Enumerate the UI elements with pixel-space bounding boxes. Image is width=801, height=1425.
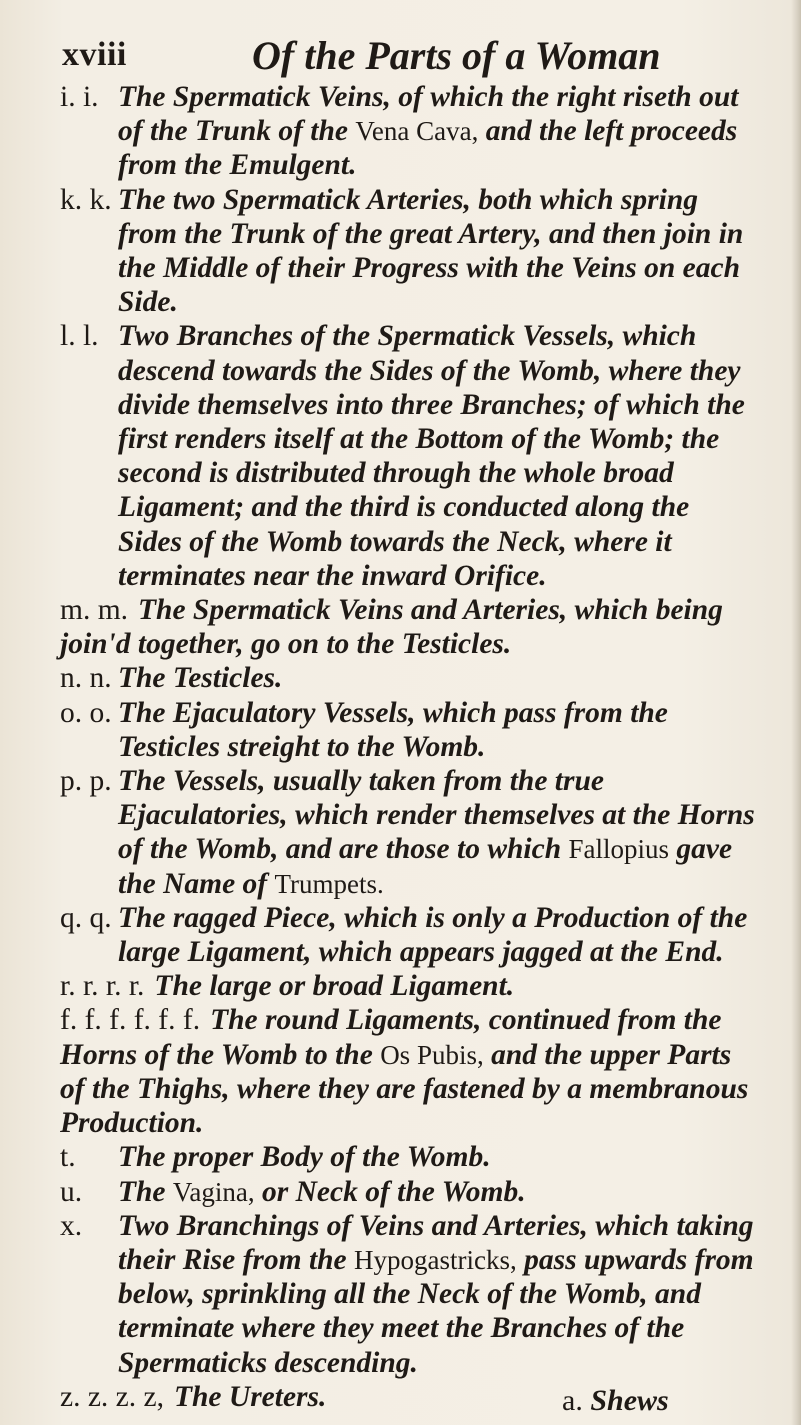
italic-text: The Ureters. [174, 1380, 327, 1413]
entry-letter: m. m. [60, 594, 129, 627]
key-entry [60, 764, 760, 901]
entry-letter: r. r. r. r. [60, 970, 145, 1003]
italic-text: pass upwards from below, sprinkling all the Neck of the Womb, and terminate where they meet the Branches of the Spermaticks descending. [118, 1243, 754, 1379]
entry-letter: n. n. [60, 662, 112, 695]
roman-term: Fallopius [568, 834, 669, 865]
italic-text: or Neck of the Womb. [254, 1175, 526, 1208]
entry-letter: p. p. [60, 765, 112, 798]
italic-text: and the left proceeds from the Emulgent. [118, 115, 738, 182]
entry-letter: u. [60, 1175, 83, 1208]
entry-description [118, 81, 738, 181]
entry-letter: f. f. f. f. f. f. [60, 1004, 201, 1037]
key-entry [60, 1175, 760, 1209]
italic-text: Two Branches of the Spermatick Vessels, which descend towards the Sides of the Womb, where they divide themselves into three Branches; of which the first renders itself at the Bottom of the Womb; the second is distributed through the whole broad Ligament; and the third is conducted along the Sides of the Womb towards the Neck, where it terminates near the inward Orifice. [118, 320, 745, 592]
catchword-word: Shews [590, 1384, 669, 1417]
italic-text: The two Spermatick Arteries, both which spring from the Trunk of the great Artery, and then join in the Middle of their Progress with the Veins on each Side. [118, 183, 744, 319]
entry-letter: l. l. [60, 320, 99, 353]
entry-description [60, 594, 723, 660]
italic-text: Two Branchings of Veins and Arteries, which taking their Rise from the [118, 1209, 754, 1276]
figure-key-list [60, 80, 760, 1414]
page-edge-shadow [791, 0, 801, 1425]
entry-description [118, 1210, 754, 1379]
entry-letter: q. q. [60, 901, 112, 934]
italic-text: and the upper Parts of the Thighs, where they are fastened by a membranous Production. [60, 1038, 749, 1140]
entry-letter: k. k. [60, 183, 112, 216]
italic-text: gave the Name of [118, 833, 733, 900]
key-entry [60, 1003, 760, 1140]
entry-letter: o. o. [60, 696, 112, 729]
italic-text: The [118, 1175, 173, 1208]
key-entry [60, 80, 760, 183]
italic-text: The ragged Piece, which is only a Production of the large Ligament, which appears jagged at the End. [118, 901, 748, 969]
roman-term: Vena Cava, [355, 116, 479, 147]
key-entry [60, 661, 760, 695]
catchword-key: a. [562, 1384, 583, 1417]
key-entry [60, 319, 760, 593]
entry-description [118, 184, 743, 319]
key-entry [60, 696, 760, 764]
italic-text: The Testicles. [118, 662, 283, 695]
entry-description [118, 662, 282, 694]
catchword [562, 1384, 669, 1418]
entry-description [118, 1141, 491, 1173]
roman-term: Hypogastricks, [354, 1244, 517, 1275]
italic-text: The Ejaculatory Vessels, which pass from the Testicles streight to the Womb. [118, 696, 668, 763]
page-number: xviii [62, 36, 127, 73]
entry-description [154, 970, 514, 1002]
roman-term: Trumpets. [274, 868, 384, 899]
entry-description [118, 902, 747, 968]
key-entry [60, 1140, 760, 1174]
running-title: Of the Parts of a Woman [252, 33, 661, 78]
italic-text: The Spermatick Veins, of which the right riseth out of the Trunk of the [118, 81, 739, 148]
roman-term: Vagina, [172, 1176, 255, 1207]
entry-description [118, 765, 755, 900]
entry-description [118, 1176, 526, 1208]
entry-letter: t. [60, 1141, 76, 1174]
italic-text: The Vessels, usually taken from the true Ejaculatories, which render themselves at the Horns of the Womb, and are those to which [118, 765, 755, 866]
key-entry [60, 183, 760, 320]
key-entry [60, 1209, 760, 1380]
key-entry [60, 593, 760, 661]
entry-letter: i. i. [60, 81, 99, 113]
entry-letter: z. z. z. z, [60, 1380, 164, 1413]
entry-description [118, 320, 745, 591]
entry-description [174, 1381, 326, 1413]
italic-text: The round Ligaments, continued from the Horns of the Womb to the [60, 1004, 722, 1071]
key-entry [60, 969, 760, 1003]
italic-text: The proper Body of the Womb. [118, 1141, 491, 1174]
page-header [62, 28, 741, 88]
roman-term: Os Pubis, [380, 1039, 484, 1070]
entry-description [118, 697, 668, 763]
italic-text: The Spermatick Veins and Arteries, which being join'd together, go on to the Testicles. [60, 594, 723, 661]
entry-letter: x. [60, 1209, 83, 1242]
key-entry [60, 901, 760, 969]
italic-text: The large or broad Ligament. [154, 970, 515, 1003]
